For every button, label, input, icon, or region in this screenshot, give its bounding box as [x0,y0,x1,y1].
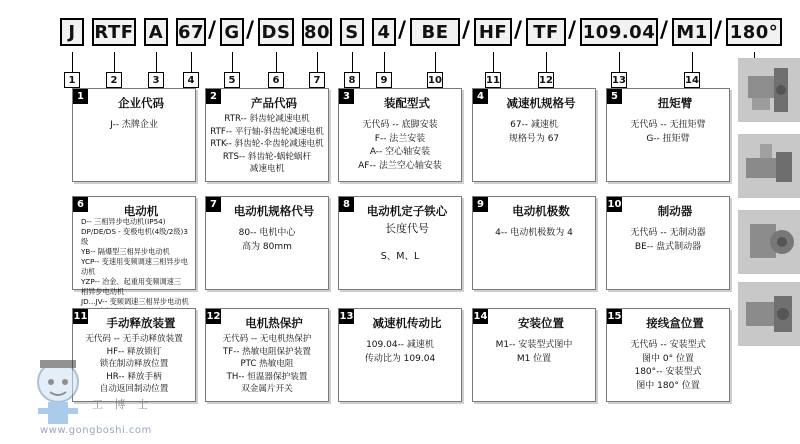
code-segment: A [144,18,168,46]
spec-box-line: RTK-- 斜齿轮-伞齿轮减速电机 [210,139,324,149]
gear-motor-angle-icon [738,134,800,198]
code-index-label: 8 [344,72,360,88]
spec-box-line: JD...JV-- 变频调速三相异步电动机 [81,297,189,306]
spec-box-number: 12 [206,311,221,322]
spec-box-line: 4-- 电动机极数为 4 [495,228,573,238]
code-slash: / [660,18,669,43]
spec-box-4 [472,88,596,182]
code-segment: S [340,18,364,46]
spec-box-content [611,119,725,146]
spec-box-line: RTR-- 斜齿轮减速电机 [224,114,310,124]
spec-box-content [210,113,324,176]
code-segment: 4 [372,18,396,46]
spec-box-2 [205,88,329,182]
code-index-label: 6 [268,72,284,88]
spec-box-number: 5 [607,89,622,104]
spec-box-content [477,339,591,366]
code-index-label: 3 [148,72,164,88]
spec-box-content [77,119,191,133]
code-slash: / [714,18,723,43]
spec-box-content [611,339,725,393]
spec-box-number: 3 [339,89,354,104]
spec-box-line: 锁在制动释放位置 [99,359,169,369]
spec-box-8 [338,196,462,290]
code-segment: BE [410,18,460,46]
spec-box-number: 2 [206,89,221,104]
code-connector-line [114,52,115,72]
spec-box-content [81,217,191,317]
spec-box-line: YZP-- 冶金、起重用变频调速三 [81,277,182,286]
spec-box-13 [338,308,462,402]
spec-box-title: 手动释放装置 [106,316,176,330]
spec-box-line: 传动比为 109.04 [364,353,436,364]
spec-box-line: RTF-- 平行轴-斜齿轮减速电机 [210,126,324,137]
model-code-row [60,14,779,86]
spec-box-line: TH-- 恒温器保护装置 [226,371,308,382]
code-connector-line [232,52,233,72]
spec-box-line: 109.04-- 减速机 [366,340,434,350]
spec-box-title: 电机热保护 [245,316,303,330]
spec-box-line: 自动返回制动位置 [99,384,169,394]
spec-box-content [343,339,457,366]
spec-box-number: 15 [607,311,622,322]
spec-box-line: DP/DE/DS - 变极电机(4级/2级)3级 [81,227,188,246]
code-connector-line [72,52,73,72]
gear-motor-vertical-icon [738,58,800,122]
code-segment: DS [258,18,294,46]
spec-box-line: 67-- 减速机 [510,120,558,130]
code-index-label: 13 [611,72,627,88]
spec-box-title: 电动机规格代号 [233,204,315,218]
spec-box-number: 8 [339,197,354,212]
spec-box-line: 高为 80mm [242,241,292,252]
spec-box-content [343,249,457,264]
spec-box-title: 装配型式 [384,96,430,110]
spec-box-line: 80-- 电机中心 [238,228,296,238]
code-slash: / [398,18,407,43]
spec-box-title: 减速机传动比 [372,316,442,330]
spec-box-line: M1-- 安装型式图中 [495,340,573,350]
spec-box-number: 1 [73,89,88,104]
spec-box-content [210,227,324,254]
spec-box-content [477,227,591,241]
spec-box-number: 6 [73,197,88,212]
code-index-label: 4 [183,72,199,88]
spec-box-content [611,227,725,254]
spec-box-line: 无代码 -- 底脚安装 [362,120,438,130]
spec-box-14 [472,308,596,402]
code-index-label: 12 [538,72,554,88]
code-connector-line [276,52,277,72]
spec-box-line: HR-- 释放手柄 [106,371,162,382]
spec-box-title: 电动机定子铁心 [366,204,448,218]
code-segment: 67 [176,18,206,46]
spec-box-line: PTC 热敏电阻 [240,359,294,369]
spec-box-7 [205,196,329,290]
spec-box-10 [606,196,730,290]
spec-box-3 [338,88,462,182]
spec-box-content [210,333,324,396]
code-connector-line [435,52,436,72]
spec-box-content [477,119,591,146]
code-slash: / [208,18,217,43]
spec-box-line: YB-- 隔爆型三相异步电动机 [81,247,170,256]
spec-box-line: 图中 0° 位置 [642,353,694,364]
code-index-label: 2 [106,72,122,88]
spec-box-line: S、M、L [380,251,420,262]
code-slash: / [514,18,523,43]
code-connector-line [352,52,353,72]
watermark-name: 工 博 士 [92,398,152,411]
spec-box-number: 13 [339,311,354,322]
spec-box-title: 产品代码 [251,96,297,110]
code-segment: TF [526,18,566,46]
code-slash: / [246,18,255,43]
spec-box-number: 11 [73,311,88,322]
code-slash: / [568,18,577,43]
spec-box-line: 规格号为 67 [508,133,560,144]
spec-box-9 [472,196,596,290]
spec-box-1 [72,88,196,182]
spec-box-15 [606,308,730,402]
spec-box-title: 安装位置 [518,316,564,330]
spec-box-line: TF-- 热敏电阻保护装置 [223,346,311,357]
code-index-label: 14 [684,72,700,88]
code-index-label: 10 [427,72,443,88]
spec-box-title: 电动机 [123,204,159,218]
code-index-label: 5 [224,72,240,88]
spec-box-line: HF-- 释放锁钉 [106,346,162,357]
spec-box-line: F-- 法兰安装 [374,133,426,144]
code-segment: M1 [672,18,712,46]
code-index-label: 1 [64,72,80,88]
code-segment: G [220,18,244,46]
code-connector-line [191,52,192,72]
spec-box-line: 无代码 -- 无手动释放装置 [85,334,183,344]
spec-box-number: 9 [473,197,488,212]
spec-box-line: G-- 扭矩臂 [646,133,690,144]
spec-box-content [343,119,457,173]
spec-box-line: 无代码 -- 无制动器 [630,228,706,238]
code-index-label: 9 [376,72,392,88]
spec-box-subtitle: 长度代号 [385,222,429,235]
code-segment: 80 [302,18,332,46]
spec-box-title: 减速机规格号 [506,96,576,110]
spec-box-number: 14 [473,311,488,322]
code-segment: HF [474,18,512,46]
spec-box-number: 4 [473,89,488,104]
spec-box-line: YCP-- 变速用变频调速三相异步电动机 [81,257,188,276]
gongboshi-logo-watermark [20,330,180,440]
code-connector-line [493,52,494,72]
spec-box-line: 减速电机 [249,164,285,174]
code-segment: RTF [92,18,136,46]
spec-box-title: 制动器 [657,204,693,218]
code-segment: 180° [726,18,782,46]
code-index-label: 11 [485,72,501,88]
spec-box-line: A-- 空心轴安装 [369,147,431,157]
code-connector-line [546,52,547,72]
code-segment: J [60,18,84,46]
spec-box-line: 无代码 -- 无电机热保护 [222,334,312,344]
spec-box-title: 电动机极数 [512,204,570,218]
code-connector-line [384,52,385,72]
spec-box-line: 无代码 -- 无扭矩臂 [630,120,706,130]
spec-box-line: M1 位置 [516,353,552,364]
spec-box-5 [606,88,730,182]
spec-box-line: 无代码 -- 安装型式 [630,340,706,350]
spec-box-line: 双金属片开关 [241,384,293,394]
spec-box-line: J-- 杰牌企业 [110,120,158,130]
gear-motor-worm-icon [738,282,800,346]
spec-box-line: 图中 180° 位置 [636,380,700,391]
code-connector-line [692,52,693,72]
spec-box-number: 7 [206,197,221,212]
code-connector-line [619,52,620,72]
spec-box-12 [205,308,329,402]
code-segment: 109.04 [580,18,658,46]
spec-box-6 [72,196,196,306]
spec-box-title: 扭矩臂 [657,96,693,110]
spec-box-line: BE-- 盘式制动器 [634,241,702,252]
gear-motor-flange-icon [738,210,800,274]
watermark-url: www.gongboshi.com [40,425,152,436]
spec-box-line: AF-- 法兰空心轴安装 [358,160,442,171]
code-connector-line [317,52,318,72]
spec-box-title: 企业代码 [118,96,164,110]
spec-box-title: 接线盒位置 [646,316,704,330]
spec-box-line: 相异步电动机 [81,287,125,296]
spec-box-number: 10 [607,199,622,210]
spec-box-line: RTS-- 斜齿轮-蜗轮蜗杆 [222,151,312,162]
code-slash: / [462,18,471,43]
spec-box-line: 180°-- 安装型式 [634,367,702,377]
code-index-label: 7 [309,72,325,88]
code-connector-line [156,52,157,72]
spec-box-line: D-- 三相异步电动机(IP54) [81,217,166,226]
